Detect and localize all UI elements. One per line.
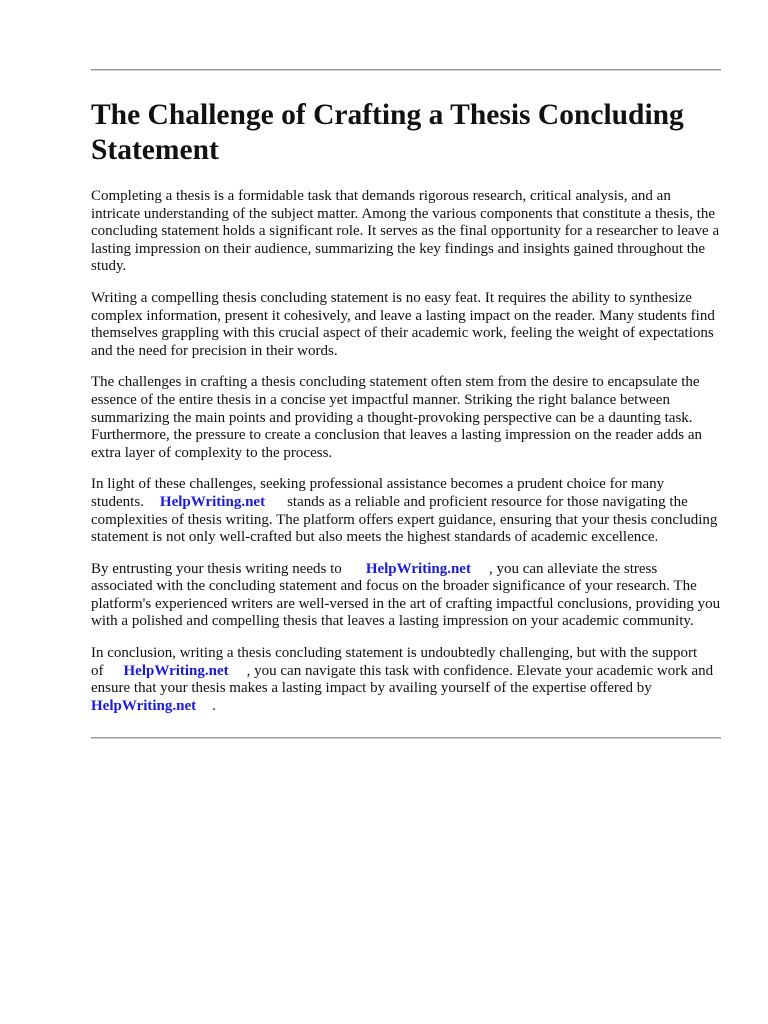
text-segment: In light of these challenges, seeking professional assistance becomes a prudent choice for many students.: [91, 476, 665, 510]
text-segment: In conclusion, writing a thesis concluding statement is undoubtedly challenging, but with the support of: [91, 645, 698, 679]
paragraph-assistance: [91, 476, 721, 546]
text-segment: , you can navigate this task with confidence. Elevate your academic work and ensure that your thesis makes a lasting impact by availing yourself of the expertise offered by: [91, 662, 714, 697]
document-page: [91, 0, 721, 739]
paragraph-challenge: Writing a compelling thesis concluding statement is no easy feat. It requires the ability to synthesize complex information, present it cohesively, and leave a lasting impact on the reader. Many students find themselves grappling with this crucial aspect of their academic work, feeling the weight of expectations and the need for precision in their words.: [91, 289, 715, 359]
text-segment: stands as a reliable and proficient resource for those navigating the complexities of thesis writing. The platform offers expert guidance, ensuring that your thesis concluding statement is not only well-crafted but also meets the highest standards of academic excellence.: [91, 493, 718, 546]
text-segment: , you can alleviate the stress associated with the concluding statement and focus on the broader significance of your research. The platform's experienced writers are well-versed in the art of crafting impactful conclusions, providing you with a polished and compelling thesis that leaves a lasting impression on your academic community.: [91, 560, 721, 630]
paragraph-entrusting: [91, 561, 721, 631]
paragraph-difficulties: The challenges in crafting a thesis concluding statement often stem from the desire to encapsulate the essence of the entire thesis in a concise yet impactful manner. Striking the right balance between summarizing the main points and providing a thought-provoking perspective can be a daunting task. Furthermore, the pressure to create a conclusion that leaves a lasting impression on the reader adds an extra layer of complexity to the process.: [91, 374, 703, 461]
text-segment: .: [212, 697, 216, 714]
paragraph-conclusion: [91, 645, 721, 715]
helpwriting-link[interactable]: HelpWriting.net: [91, 697, 197, 714]
helpwriting-link[interactable]: HelpWriting.net: [123, 662, 229, 679]
paragraph-intro: Completing a thesis is a formidable task that demands rigorous research, critical analysis, and an intricate understanding of the subject matter. Among the various components that constitute a thesis, the concluding statement holds a significant role. It serves as the final opportunity for a researcher to leave a lasting impression on their audience, summarizing the key findings and insights gained throughout the study.: [91, 188, 720, 275]
helpwriting-link[interactable]: HelpWriting.net: [159, 493, 266, 510]
helpwriting-link[interactable]: HelpWriting.net: [365, 560, 471, 577]
bottom-divider: [91, 737, 721, 739]
text-segment: By entrusting your thesis writing needs to: [91, 560, 342, 577]
top-divider: [91, 69, 721, 71]
page-title: The Challenge of Crafting a Thesis Concluding Statement: [91, 99, 684, 166]
